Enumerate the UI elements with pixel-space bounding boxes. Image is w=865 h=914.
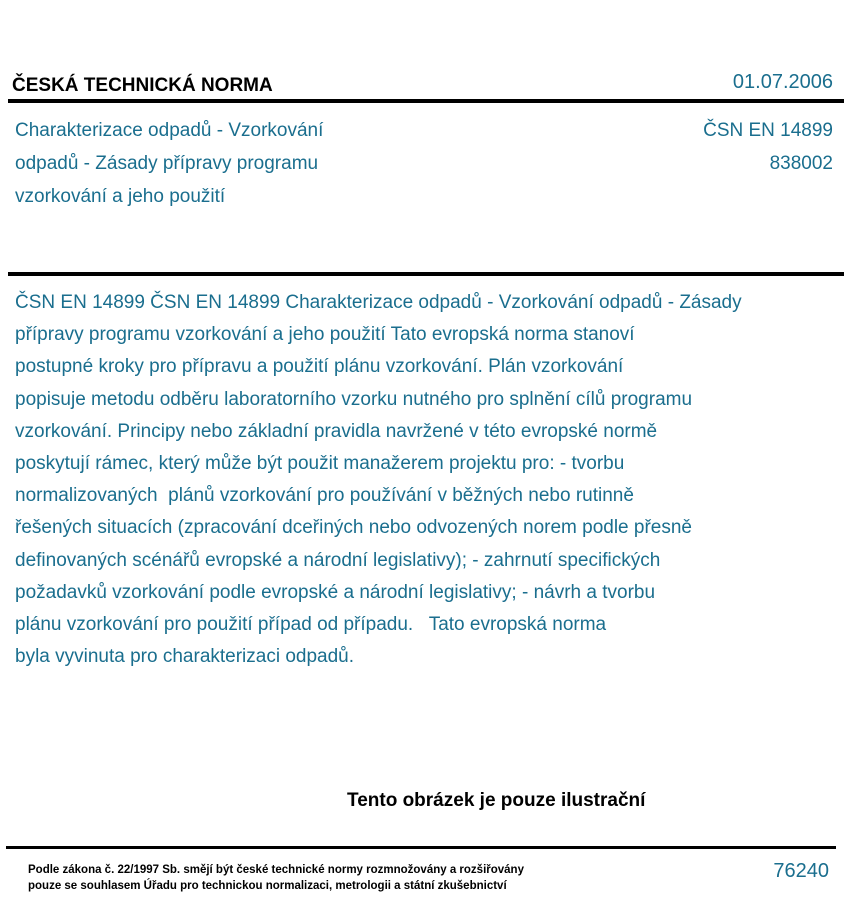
title-line: vzorkování a jeho použití [15, 186, 226, 207]
title-line: Charakterizace odpadů - Vzorkování [15, 120, 324, 141]
abstract-line: vzorkování. Principy nebo základní pravidla navržené v této evropské normě [15, 420, 658, 442]
abstract-line: ČSN EN 14899 ČSN EN 14899 Charakterizace odpadů - Vzorkování odpadů - Zásady [15, 292, 742, 313]
class-number: 838002 [769, 153, 833, 174]
standard-code: ČSN EN 14899 [703, 120, 833, 141]
abstract-text [15, 287, 845, 673]
catalog-number: 76240 [773, 860, 829, 882]
abstract-line: normalizovaných plánů vzorkování pro používání v běžných nebo rutinně [15, 485, 634, 507]
standard-codes [703, 114, 833, 180]
legal-notice [28, 862, 524, 894]
legal-line: pouze se souhlasem Úřadu pro technickou normalizaci, metrologii a státní zkušebnictví [28, 880, 507, 892]
title-line: odpadů - Zásady přípravy programu [15, 153, 319, 174]
abstract-line: řešených situacích (zpracování dceřiných nebo odvozených norem podle přesně [15, 517, 692, 539]
abstract-line: přípravy programu vzorkování a jeho použití Tato evropská norma stanoví [15, 324, 635, 346]
standard-title [15, 114, 415, 213]
document-heading: ČESKÁ TECHNICKÁ NORMA [12, 75, 273, 96]
footer-divider [6, 846, 836, 849]
section-divider [8, 272, 844, 276]
abstract-line: poskytují rámec, který může být použit manažerem projektu pro: - tvorbu [15, 453, 625, 475]
header-divider [8, 99, 844, 103]
abstract-line: popisuje metodu odběru laboratorního vzorku nutného pro splnění cílů programu [15, 388, 693, 410]
publication-date: 01.07.2006 [732, 71, 833, 93]
legal-line: Podle zákona č. 22/1997 Sb. smějí být české technické normy rozmnožovány a rozšiřovány [28, 864, 524, 876]
abstract-line: požadavků vzorkování podle evropské a národní legislativy; - návrh a tvorbu [15, 581, 656, 603]
abstract-line: plánu vzorkování pro použití případ od případu. Tato evropská norma [15, 614, 607, 636]
illustration-notice: Tento obrázek je pouze ilustrační [347, 790, 646, 811]
abstract-line: postupné kroky pro přípravu a použití plánu vzorkování. Plán vzorkování [15, 356, 624, 378]
abstract-line: byla vyvinuta pro charakterizaci odpadů. [15, 646, 355, 668]
abstract-line: definovaných scénářů evropské a národní legislativy); - zahrnutí specifických [15, 549, 661, 571]
